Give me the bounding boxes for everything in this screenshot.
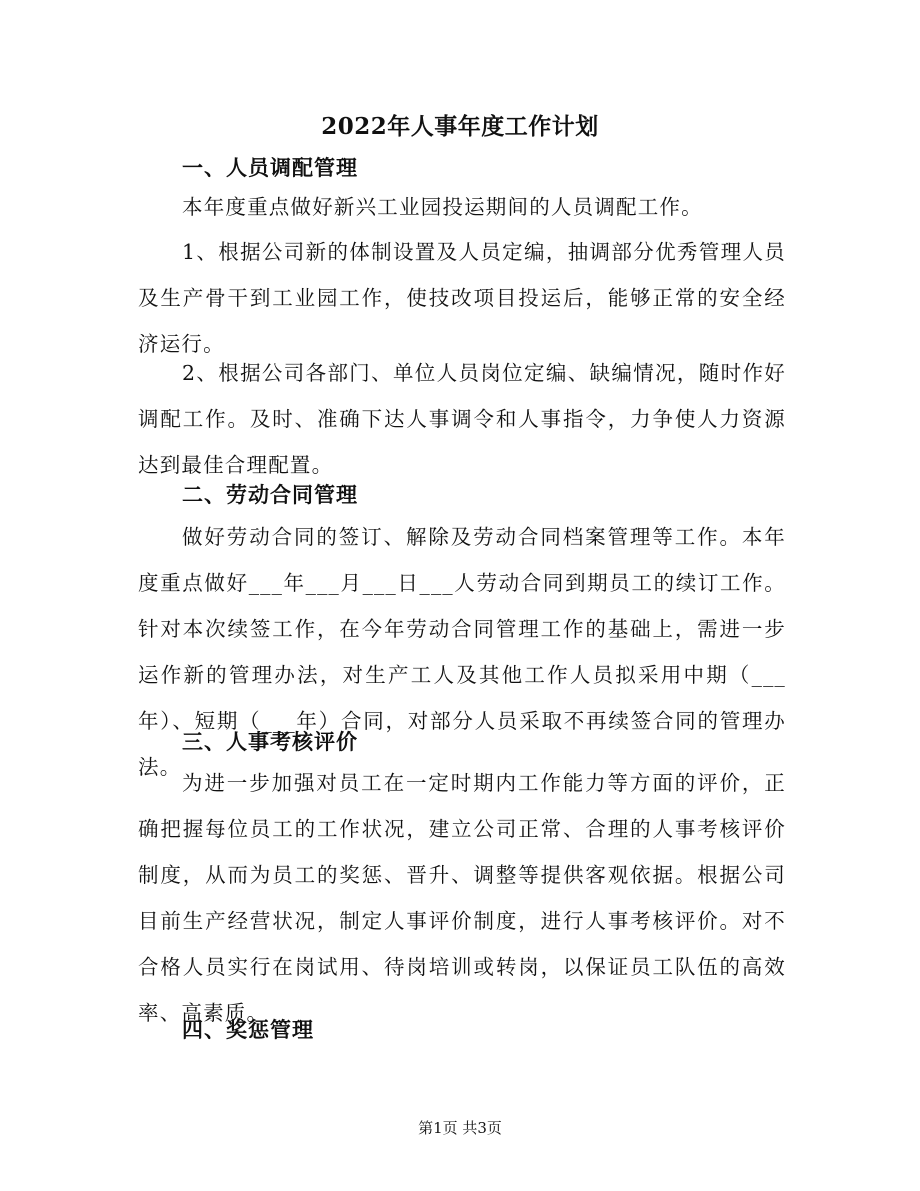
paragraph-1-1: 本年度重点做好新兴工业园投运期间的人员调配工作。	[182, 195, 703, 219]
section-heading-4: 四、奖惩管理	[182, 1017, 314, 1042]
paragraph-3-1: 为进一步加强对员工在一定时期内工作能力等方面的评价，正确把握每位员工的工作状况，建立公司正常、合理的人事考核评价制度，从而为员工的奖惩、晋升、调整等提供客观依据。根据公司目前生产经营状况，制定人事评价制度，进行人事考核评价。对不合格人员实行在岗试用、待岗培训或转岗，以保证员工队伍的高效率、高素质。	[138, 771, 786, 1025]
paragraph-1-2: 1、根据公司新的体制设置及人员定编，抽调部分优秀管理人员及生产骨干到工业园工作，使技改项目投运后，能够正常的安全经济运行。	[138, 240, 786, 356]
page-footer: 第1页 共3页	[418, 1119, 502, 1137]
document-title: 2022年人事年度工作计划	[321, 113, 599, 140]
section-heading-3: 三、人事考核评价	[182, 729, 358, 754]
paragraph-1-3: 2、根据公司各部门、单位人员岗位定编、缺编情况，随时作好调配工作。及时、准确下达人事调令和人事指令，力争使人力资源达到最佳合理配置。	[138, 361, 786, 477]
paragraph-2-1: 做好劳动合同的签订、解除及劳动合同档案管理等工作。本年度重点做好___年___月___日___人劳动合同到期员工的续订工作。针对本次续签工作，在今年劳动合同管理工作的基础上，需进一步运作新的管理办法，对生产工人及其他工作人员拟采用中期（___年）、短期（___年）合同，对部分人员采取不再续签合同的管理办法。	[138, 525, 786, 779]
section-heading-1: 一、人员调配管理	[182, 155, 358, 180]
section-heading-2: 二、劳动合同管理	[182, 482, 358, 507]
